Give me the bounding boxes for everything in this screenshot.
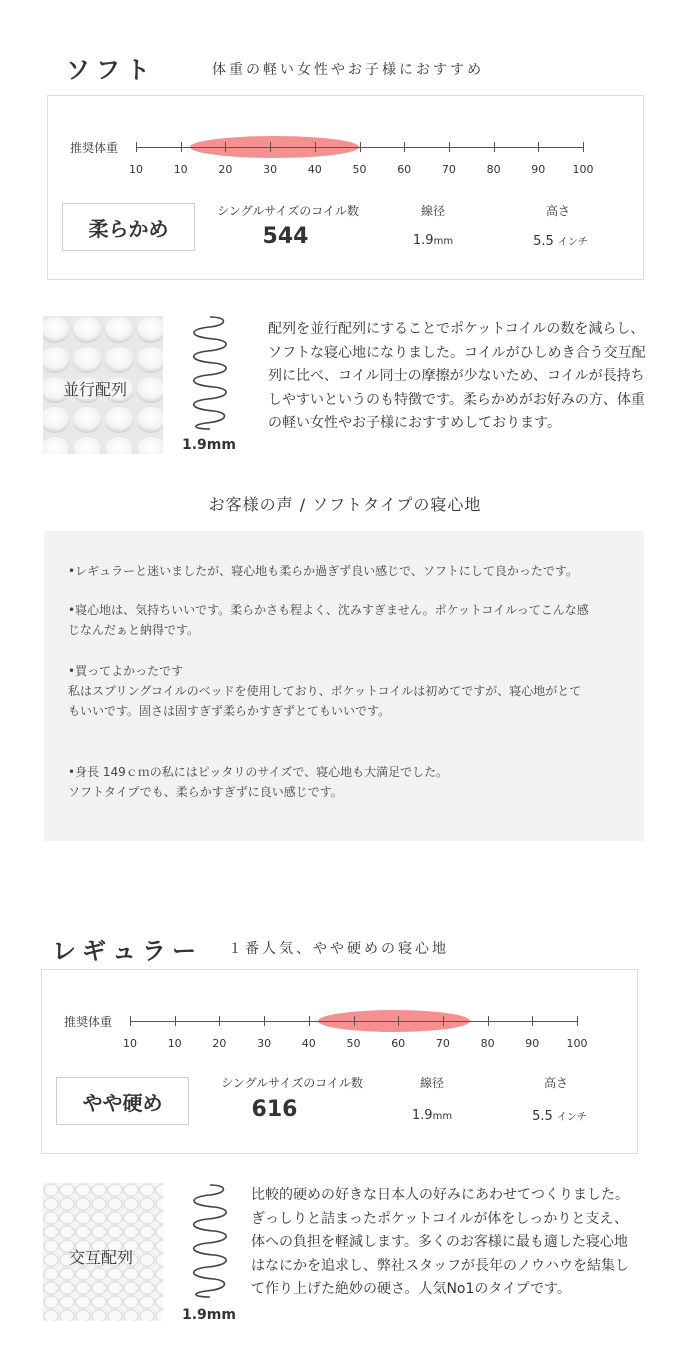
scale-tick <box>225 142 226 152</box>
regular-wire-value: 1.9mm <box>411 1108 453 1123</box>
soft-wire-label: 線径 <box>420 204 445 218</box>
soft-firmness-badge: 柔らかめ <box>62 203 195 251</box>
scale-tick <box>130 1016 131 1026</box>
scale-tick-label: 70 <box>435 1037 450 1050</box>
soft-height-label: 高さ <box>545 204 570 218</box>
scale-tick-label: 60 <box>391 1037 406 1050</box>
scale-tick-label: 10 <box>173 163 188 176</box>
soft-subtitle: 体重の軽い女性やお子様におすすめ <box>212 62 485 78</box>
soft-title: ソフト <box>66 56 156 84</box>
review-line: もいいです。固さは固すぎず柔らかすぎずとてもいいです。 <box>68 704 391 718</box>
regular-coil-count: 616 <box>251 1097 298 1122</box>
scale-tick <box>136 142 137 152</box>
regular-coil-label: シングルサイズのコイル数 <box>221 1076 363 1090</box>
regular-spec-box <box>41 969 638 1154</box>
scale-tick-label: 10 <box>167 1037 182 1050</box>
scale-tick <box>270 142 271 152</box>
scale-tick <box>360 142 361 152</box>
scale-tick <box>532 1016 533 1026</box>
review-item <box>68 561 638 581</box>
soft-spec-box <box>47 95 644 280</box>
scale-tick-label: 90 <box>531 163 546 176</box>
soft-height-value: 5.5 インチ <box>533 234 588 249</box>
scale-tick <box>315 142 316 152</box>
review-item <box>68 661 638 721</box>
scale-tick <box>538 142 539 152</box>
scale-tick <box>404 142 405 152</box>
regular-spring-diameter: 1.9mm <box>182 1307 236 1323</box>
review-line: じなんだぁと納得です。 <box>68 623 200 637</box>
soft-coil-count: 544 <box>262 224 309 249</box>
scale-tick-label: 90 <box>525 1037 540 1050</box>
regular-weight-scale <box>123 1021 588 1051</box>
scale-tick <box>488 1016 489 1026</box>
coil-spring-icon <box>184 1181 236 1299</box>
alternating-arrangement-label: 交互配列 <box>69 1248 134 1267</box>
coil-spring-icon <box>184 313 236 431</box>
regular-title: レギュラー <box>52 937 202 965</box>
review-line: •レギュラーと迷いましたが、寝心地も柔らか過ぎず良い感じで、ソフトにして良かったです。 <box>68 564 578 578</box>
scale-tick-label: 10 <box>123 1037 137 1050</box>
scale-tick <box>449 142 450 152</box>
review-item <box>68 600 638 640</box>
parallel-arrangement-image <box>43 316 163 454</box>
parallel-arrangement-label: 並行配列 <box>63 380 128 399</box>
scale-tick <box>577 1016 578 1026</box>
scale-tick-label: 100 <box>566 1037 588 1050</box>
scale-tick-label: 80 <box>480 1037 495 1050</box>
review-line: •寝心地は、気持ちいいです。柔らかさも程よく、沈みすぎません。ポケットコイルってこんな感 <box>68 603 589 617</box>
regular-firmness-badge: やや硬め <box>56 1077 189 1125</box>
scale-tick <box>354 1016 355 1026</box>
scale-tick-label: 50 <box>346 1037 361 1050</box>
scale-tick-label: 80 <box>486 163 501 176</box>
scale-tick-label: 40 <box>301 1037 316 1050</box>
scale-tick <box>181 142 182 152</box>
scale-tick <box>219 1016 220 1026</box>
scale-tick-label: 20 <box>212 1037 227 1050</box>
regular-description: 比較的硬めの好きな日本人の好みにあわせてつくりました。ぎっしりと詰まったポケットコイルが体をしっかりと支え、体への負担を軽減します。多くのお客様に最も適した寝心地はなにかを追求し、弊社スタッフが長年のノウハウを結集して作り上げた絶妙の硬さ。人気No1のタイプです。 <box>251 1187 629 1297</box>
soft-scale-label: 推奨体重 <box>70 141 119 155</box>
regular-scale-label: 推奨体重 <box>64 1015 113 1029</box>
soft-coil-label: シングルサイズのコイル数 <box>217 204 359 218</box>
review-line: 私はスプリングコイルのベッドを使用しており、ポケットコイルは初めてですが、寝心地がとて <box>68 684 582 698</box>
soft-reviews-panel <box>44 531 644 841</box>
regular-height-label: 高さ <box>543 1076 568 1090</box>
scale-tick-label: 30 <box>257 1037 272 1050</box>
regular-height-value: 5.5 インチ <box>532 1109 587 1124</box>
review-line: ソフトタイプでも、柔らかすぎずに良い感じです。 <box>68 785 343 799</box>
scale-tick <box>583 142 584 152</box>
soft-wire-value: 1.9mm <box>412 233 454 248</box>
regular-subtitle: １番人気、やや硬めの寝心地 <box>228 941 449 957</box>
scale-tick <box>494 142 495 152</box>
regular-wire-label: 線径 <box>419 1076 444 1090</box>
scale-tick <box>175 1016 176 1026</box>
alternating-arrangement-image <box>43 1183 163 1321</box>
scale-tick-label: 20 <box>218 163 233 176</box>
scale-tick-label: 60 <box>397 163 412 176</box>
review-line: •買ってよかったです <box>68 664 184 678</box>
scale-tick-label: 30 <box>263 163 278 176</box>
review-item <box>68 762 638 802</box>
soft-spring-diameter: 1.9mm <box>182 437 236 453</box>
scale-tick <box>443 1016 444 1026</box>
scale-tick <box>309 1016 310 1026</box>
soft-voice-title: お客様の声 / ソフトタイプの寝心地 <box>208 495 482 514</box>
soft-weight-scale <box>129 147 594 177</box>
review-line: •身長 149ｃｍの私にはピッタリのサイズで、寝心地も大満足でした。 <box>68 765 449 779</box>
scale-tick-label: 10 <box>129 163 143 176</box>
soft-description: 配列を並行配列にすることでポケットコイルの数を減らし、ソフトな寝心地になりました。コイルがひしめき合う交互配列に比べ、コイル同士の摩擦が少ないため、コイルが長持ちしやすいというのも特徴です。柔らかめがお好みの方、体重の軽い女性やお子様におすすめしております。 <box>268 321 646 431</box>
scale-tick-label: 100 <box>572 163 594 176</box>
scale-tick <box>398 1016 399 1026</box>
scale-tick-label: 40 <box>307 163 322 176</box>
scale-tick-label: 70 <box>441 163 456 176</box>
scale-tick <box>264 1016 265 1026</box>
scale-tick-label: 50 <box>352 163 367 176</box>
